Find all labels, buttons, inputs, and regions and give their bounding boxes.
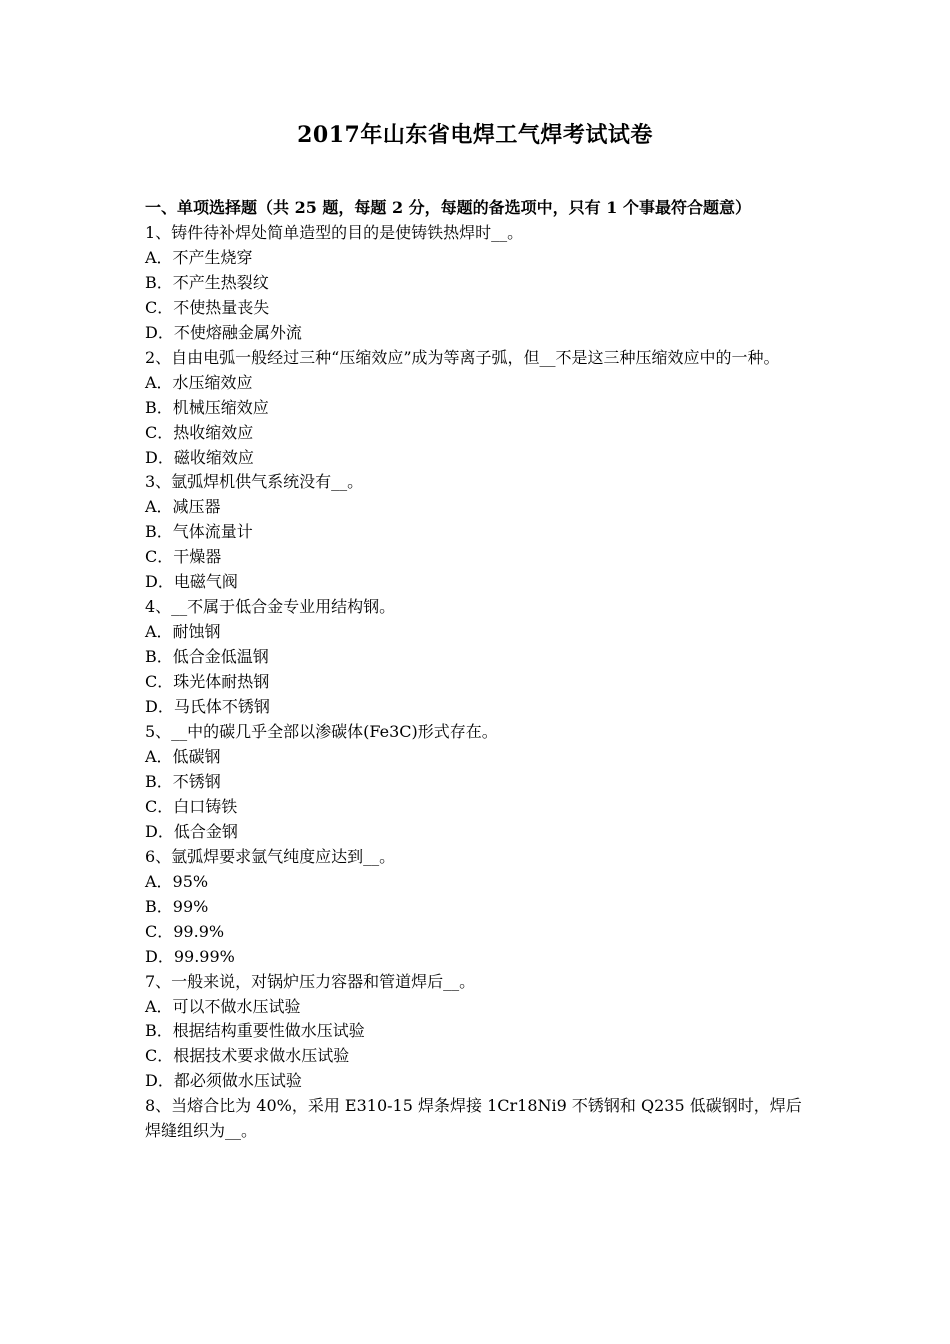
option-d: D．电磁气阀 xyxy=(145,572,238,592)
option-a: A．可以不做水压试验 xyxy=(145,996,301,1016)
option-d: D．99.99% xyxy=(145,946,235,966)
option-a: A．95% xyxy=(145,871,209,891)
question-stem: 1、铸件待补焊处简单造型的目的是使铸铁热焊时__。 xyxy=(145,222,524,242)
option-a: A．水压缩效应 xyxy=(145,372,253,392)
option-b: B．气体流量计 xyxy=(145,522,253,542)
option-c: C．不使热量丧失 xyxy=(145,297,270,317)
option-b: B．根据结构重要性做水压试验 xyxy=(145,1021,365,1041)
question-stem: 6、氩弧焊要求氩气纯度应达到__。 xyxy=(145,846,396,866)
option-d: D．都必须做水压试验 xyxy=(145,1071,302,1091)
question-stem: 8、当熔合比为 40%，采用 E310-15 焊条焊接 1Cr18Ni9 不锈钢和 Q235 低碳钢时，焊后焊缝组织为__。 xyxy=(145,1096,802,1141)
question-stem: 5、__中的碳几乎全部以渗碳体(Fe3C)形式存在。 xyxy=(145,722,498,742)
question-5 xyxy=(145,720,811,845)
option-b: B．低合金低温钢 xyxy=(145,647,269,667)
question-4 xyxy=(145,595,811,720)
question-1 xyxy=(145,221,811,346)
option-c: C．白口铸铁 xyxy=(145,796,238,816)
option-c: C．干燥器 xyxy=(145,547,222,567)
question-8 xyxy=(145,1094,811,1144)
document-title: 2017年山东省电焊工气焊考试试卷 xyxy=(297,122,653,148)
option-b: B．机械压缩效应 xyxy=(145,397,269,417)
option-d: D．磁收缩效应 xyxy=(145,447,254,467)
option-d: D．低合金钢 xyxy=(145,821,238,841)
document-content xyxy=(145,196,811,1144)
question-7 xyxy=(145,970,811,1095)
question-2 xyxy=(145,346,811,471)
option-a: A．低碳钢 xyxy=(145,746,221,766)
option-c: C．珠光体耐热钢 xyxy=(145,672,270,692)
question-stem: 7、一般来说，对锅炉压力容器和管道焊后__。 xyxy=(145,971,476,991)
question-stem: 2、自由电弧一般经过三种“压缩效应”成为等离子弧，但__不是这三种压缩效应中的一种。 xyxy=(145,347,780,367)
option-d: D．马氏体不锈钢 xyxy=(145,697,270,717)
option-a: A．减压器 xyxy=(145,497,221,517)
question-stem: 3、氩弧焊机供气系统没有__。 xyxy=(145,472,364,492)
option-c: C．99.9% xyxy=(145,921,225,941)
question-6 xyxy=(145,845,811,970)
section-heading: 一、单项选择题（共 25 题，每题 2 分，每题的备选项中，只有 1 个事最符合题意） xyxy=(145,198,751,217)
option-a: A．不产生烧穿 xyxy=(145,247,253,267)
option-c: C．热收缩效应 xyxy=(145,422,254,442)
option-d: D．不使熔融金属外流 xyxy=(145,322,302,342)
option-b: B．不锈钢 xyxy=(145,771,221,791)
question-3 xyxy=(145,470,811,595)
option-c: C．根据技术要求做水压试验 xyxy=(145,1046,350,1066)
option-b: B．不产生热裂纹 xyxy=(145,272,269,292)
question-stem: 4、__不属于低合金专业用结构钢。 xyxy=(145,597,396,617)
option-b: B．99% xyxy=(145,896,209,916)
option-a: A．耐蚀钢 xyxy=(145,622,221,642)
